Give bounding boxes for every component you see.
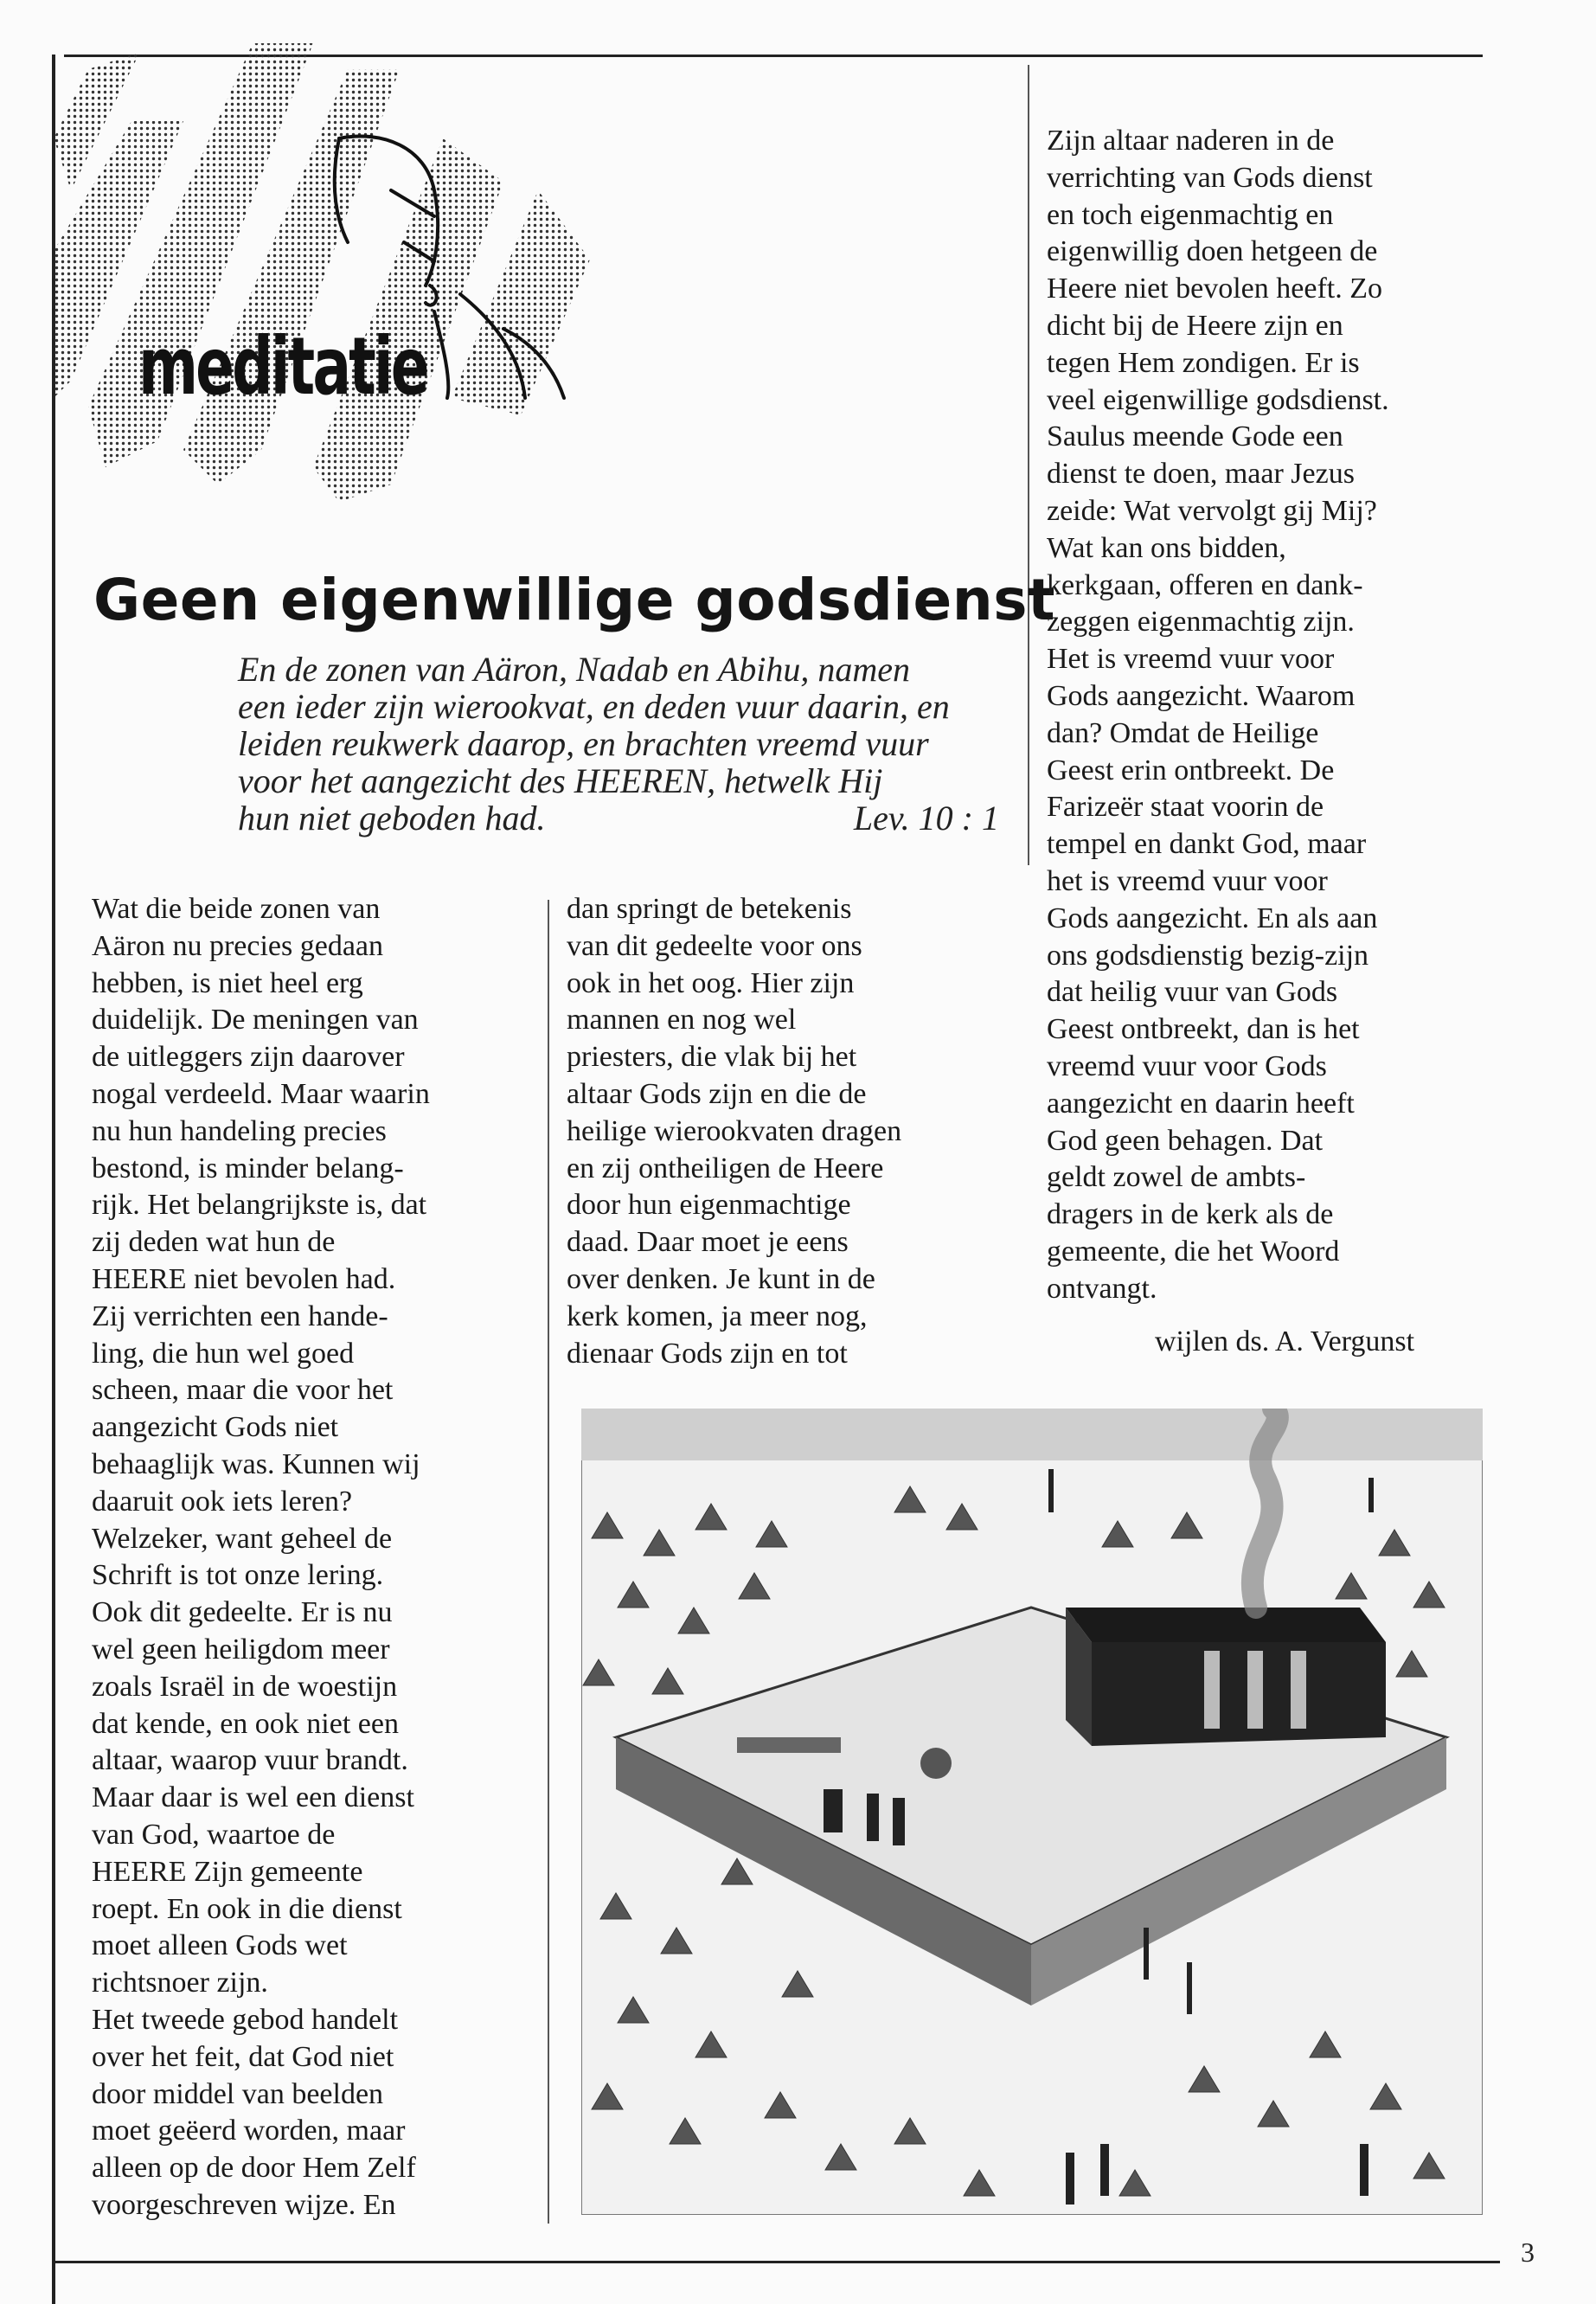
column-text-line: Farizeër staat voorin de	[1047, 791, 1324, 824]
column-text-line: moet geëerd worden, maar	[92, 2115, 406, 2147]
column-text-line: van God, waartoe de	[92, 1818, 336, 1851]
column-text-line: heilige wierookvaten dragen	[567, 1114, 902, 1147]
column-text-line: Het is vreemd vuur voor	[1047, 643, 1335, 676]
column-text-line: nogal verdeeld. Maar waarin	[92, 1077, 430, 1110]
column-text-line: moet alleen Gods wet	[92, 1929, 348, 1962]
page-number: 3	[1521, 2237, 1535, 2268]
column-text-line: altaar Gods zijn en die de	[567, 1077, 867, 1110]
column-text-line: zeggen eigenmachtig zijn.	[1047, 606, 1355, 639]
column-text-line: tempel en dankt God, maar	[1047, 828, 1367, 861]
column-text-line: Zijn altaar naderen in de	[1047, 125, 1335, 157]
epigraph-line: een ieder zijn wierookvat, en deden vuur daarin, en	[238, 687, 950, 726]
column-text-line: Heere niet bevolen heeft. Zo	[1047, 273, 1382, 305]
column-text-line: Gods aangezicht. Waarom	[1047, 679, 1356, 712]
column-text-line: Wat kan ons bidden,	[1047, 531, 1286, 564]
column-text-line: HEERE Zijn gemeente	[92, 1855, 363, 1888]
column-text-line: het is vreemd vuur voor	[1047, 864, 1328, 897]
column-text-line: Welzeker, want geheel de	[92, 1522, 393, 1555]
column-text-line: daaruit ook iets leren?	[92, 1485, 353, 1518]
column-text-line: aangezicht en daarin heeft	[1047, 1087, 1355, 1120]
column-text-line: ons godsdienstig bezig-zijn	[1047, 939, 1369, 972]
column-text-line: dienst te doen, maar Jezus	[1047, 458, 1355, 491]
column-text-line: dicht bij de Heere zijn en	[1047, 309, 1343, 342]
column-text-line: duidelijk. De meningen van	[92, 1004, 419, 1036]
column-text-line: wel geen heiligdom meer	[92, 1633, 390, 1665]
column-text-line: door hun eigenmachtige	[567, 1189, 851, 1222]
column-text-line: priesters, die vlak bij het	[567, 1041, 857, 1074]
epigraph	[238, 651, 999, 837]
column-text-line: tegen Hem zondigen. Er is	[1047, 346, 1360, 379]
article-column-left	[92, 891, 542, 2224]
epigraph-line: En de zonen van Aäron, Nadab en Abihu, namen	[238, 650, 910, 689]
column-divider-right	[1028, 65, 1029, 865]
column-text-line: door middel van beelden	[92, 2077, 384, 2110]
column-text-line: dragers in de kerk als de	[1047, 1198, 1334, 1231]
column-text-line: vreemd vuur voor Gods	[1047, 1049, 1327, 1082]
column-text-line: Wat die beide zonen van	[92, 893, 381, 925]
column-text-line: over denken. Je kunt in de	[567, 1262, 875, 1295]
column-text-line: ling, die hun wel goed	[92, 1337, 355, 1370]
column-text-line: Maar daar is wel een dienst	[92, 1781, 414, 1814]
column-text-line: roept. En ook in die dienst	[92, 1892, 402, 1925]
article-title: Geen eigenwillige godsdienst	[93, 567, 1056, 633]
illustration-drawing	[581, 1409, 1483, 2215]
column-text-line: kerkgaan, offeren en dank-	[1047, 568, 1363, 601]
column-divider-middle	[548, 900, 549, 2224]
column-text-line: zoals Israël in de woestijn	[92, 1670, 398, 1703]
column-text-line: de uitleggers zijn daarover	[92, 1041, 405, 1074]
column-text-line: eigenwillig doen hetgeen de	[1047, 235, 1378, 268]
column-text-line: Het tweede gebod handelt	[92, 2003, 399, 2036]
column-text-line: Schrift is tot onze lering.	[92, 1559, 384, 1592]
column-text-line: van dit gedeelte voor ons	[567, 929, 862, 962]
column-text-line: scheen, maar die voor het	[92, 1374, 394, 1407]
epigraph-line: voor het aangezicht des HEEREN, hetwelk Hij	[238, 761, 883, 800]
column-text-line: bestond, is minder belang-	[92, 1152, 404, 1184]
column-text-line: hebben, is niet heel erg	[92, 966, 363, 999]
column-text-line: behaaglijk was. Kunnen wij	[92, 1447, 420, 1480]
article-column-right	[1047, 123, 1497, 1308]
column-text-line: altaar, waarop vuur brandt.	[92, 1744, 408, 1777]
column-text-line: dat heilig vuur van Gods	[1047, 976, 1338, 1009]
praying-head-icon	[54, 35, 590, 519]
column-text-line: God geen behagen. Dat	[1047, 1124, 1324, 1157]
column-text-line: Geest erin ontbreekt. De	[1047, 754, 1335, 786]
epigraph-last-line	[238, 799, 999, 837]
column-text-line: zeide: Wat vervolgt gij Mij?	[1047, 494, 1377, 527]
column-text-line: over het feit, dat God niet	[92, 2040, 394, 2073]
column-text-line: dat kende, en ook niet een	[92, 1707, 399, 1740]
column-text-line: en zij ontheiligen de Heere	[567, 1152, 884, 1184]
section-header-graphic	[54, 35, 590, 519]
column-text-line: voorgeschreven wijze. En	[92, 2188, 396, 2221]
page-frame-bottom-rule	[54, 2261, 1500, 2263]
tabernacle-camp-illustration	[581, 1409, 1483, 2215]
column-text-line: en toch eigenmachtig en	[1047, 198, 1334, 231]
column-text-line: Gods aangezicht. En als aan	[1047, 902, 1378, 934]
column-text-line: Geest ontbreekt, dan is het	[1047, 1013, 1360, 1046]
article-column-middle	[567, 891, 1016, 1372]
column-text-line: Zij verrichten een hande-	[92, 1300, 388, 1332]
epigraph-line: leiden reukwerk daarop, en brachten vreemd vuur	[238, 724, 929, 763]
column-text-line: zij deden wat hun de	[92, 1226, 336, 1259]
column-text-line: daad. Daar moet je eens	[567, 1226, 849, 1259]
column-text-line: veel eigenwillige godsdienst.	[1047, 383, 1389, 416]
section-label: meditatie	[138, 320, 427, 413]
column-text-line: dienaar Gods zijn en tot	[567, 1337, 848, 1370]
column-text-line: verrichting van Gods dienst	[1047, 161, 1373, 194]
column-text-line: ontvangt.	[1047, 1272, 1157, 1305]
column-text-line: nu hun handeling precies	[92, 1114, 387, 1147]
epigraph-line: hun niet geboden had.	[238, 799, 546, 838]
column-text-line: HEERE niet bevolen had.	[92, 1262, 396, 1295]
column-text-line: dan? Omdat de Heilige	[1047, 716, 1319, 749]
column-text-line: mannen en nog wel	[567, 1004, 797, 1036]
column-text-line: dan springt de betekenis	[567, 893, 852, 925]
column-text-line: rijk. Het belangrijkste is, dat	[92, 1189, 427, 1222]
column-text-line: Ook dit gedeelte. Er is nu	[92, 1596, 393, 1629]
column-text-line: ook in het oog. Hier zijn	[567, 966, 855, 999]
column-text-line: geldt zowel de ambts-	[1047, 1161, 1306, 1194]
column-text-line: richtsnoer zijn.	[92, 1967, 268, 1999]
scripture-reference: Lev. 10 : 1	[853, 799, 999, 838]
column-text-line: kerk komen, ja meer nog,	[567, 1300, 868, 1332]
column-text-line: Aäron nu precies gedaan	[92, 929, 384, 962]
author-signature: wijlen ds. A. Vergunst	[1155, 1325, 1415, 1357]
column-text-line: Saulus meende Gode een	[1047, 420, 1343, 453]
column-text-line: aangezicht Gods niet	[92, 1411, 339, 1444]
column-text-line: gemeente, die het Woord	[1047, 1235, 1340, 1268]
column-text-line: alleen op de door Hem Zelf	[92, 2152, 416, 2185]
